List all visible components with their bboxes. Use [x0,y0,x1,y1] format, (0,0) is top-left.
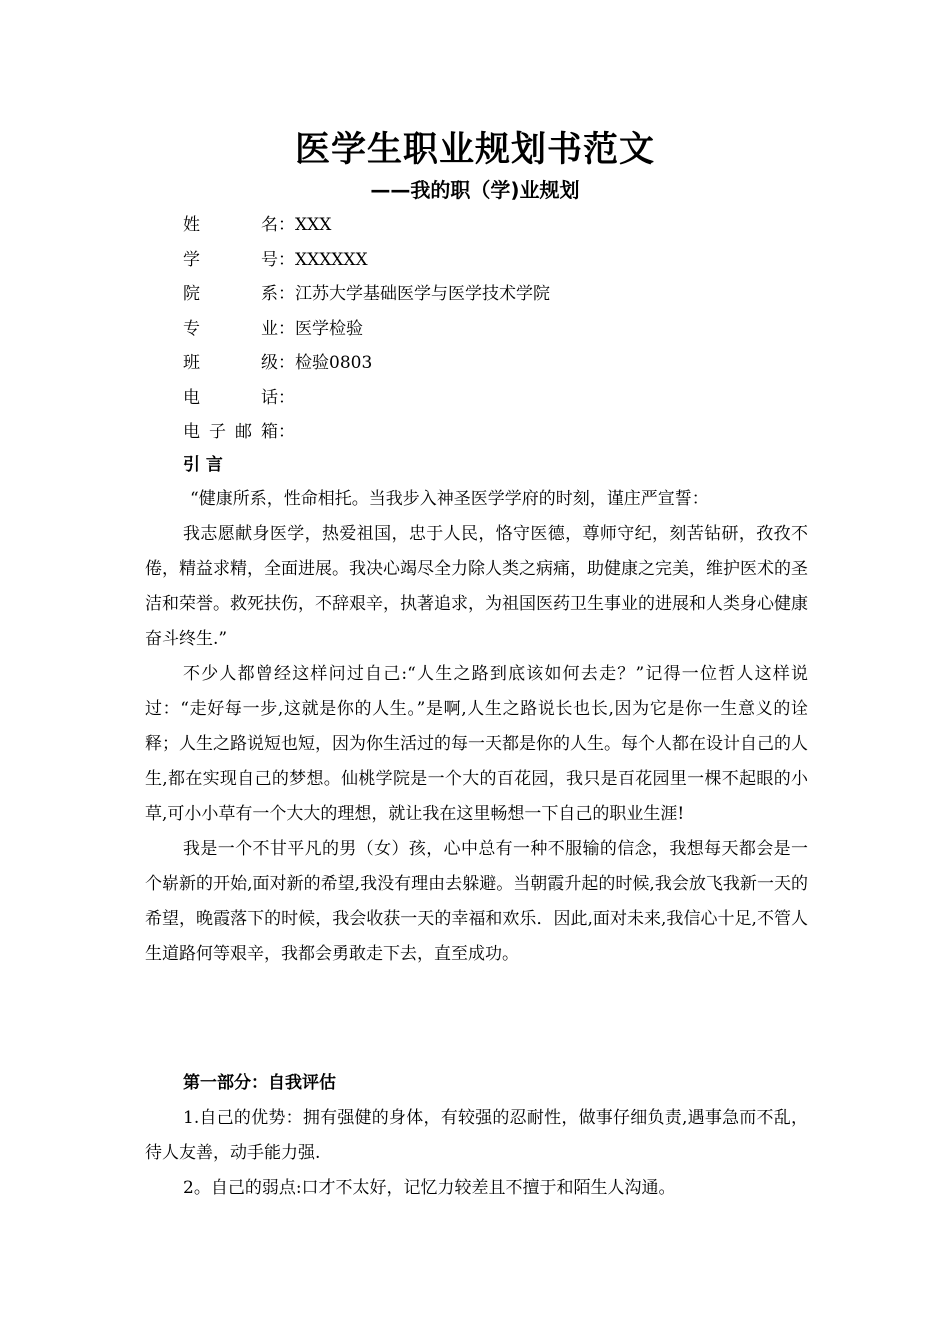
info-label: 专业 [183,318,278,339]
info-row-name: 姓名：XXX [183,208,550,243]
intro-paragraph: 我是一个不甘平凡的男（女）孩，心中总有一种不服输的信念，我想每天都会是一个崭新的开始,面对新的希望,我没有理由去躲避。当朝霞升起的时候,我会放飞我新一天的希望，晚霞落下的时候，我会收获一天的幸福和欢乐．因此,面对未来,我信心十足,不管人生道路何等艰辛，我都会勇敢走下去，直至成功。 [145,839,808,964]
document-title: 医学生职业规划书范文 [294,130,655,170]
info-value: XXX [295,215,332,235]
info-label: 姓名 [183,215,278,235]
info-label: 电话 [183,387,278,408]
intro-paragraph: 不少人都曾经这样问过自己:“人生之路到底该如何去走？”记得一位哲人这样说过：“走好每一步,这就是你的人生。”是啊,人生之路说长也长,因为它是你一生意义的诠释；人生之路说短也短，因为你生活过的每一天都是你的人生。每个人都在设计自己的人生,都在实现自己的梦想。仙桃学院是一个大的百花园，我只是百花园里一棵不起眼的小草,可小小草有一个大大的理想，就让我在这里畅想一下自己的职业生涯! [145,664,808,824]
intro-body [145,482,808,972]
info-value: 江苏大学基础医学与医学技术学院 [295,284,550,304]
intro-paragraph: “健康所系，性命相托。当我步入神圣医学学府的时刻，谨庄严宣誓： [190,489,709,509]
info-row-department: 院系：江苏大学基础医学与医学技术学院 [183,277,550,312]
intro-heading: 引 言 [183,455,223,475]
info-value: 检验0803 [295,353,373,373]
info-label: 班级 [183,353,278,373]
student-info [183,208,550,450]
info-row-email: 电子邮箱： [183,415,550,450]
part1-body [145,1101,808,1206]
info-label: 学号 [183,249,278,270]
info-row-student-id: 学号：XXXXXX [183,243,550,278]
intro-paragraph: 我志愿献身医学，热爱祖国，忠于人民，恪守医德，尊师守纪，刻苦钻研，孜孜不倦，精益求精，全面进展。我决心竭尽全力除人类之病痛，助健康之完美，维护医术的圣洁和荣誉。救死扶伤，不辞艰辛，执著追求，为祖国医药卫生事业的进展和人类身心健康奋斗终生.” [145,524,808,649]
info-value: 医学检验 [295,318,363,339]
info-row-major: 专业：医学检验 [183,312,550,347]
part1-paragraph: 2。自己的弱点:口才不太好，记忆力较差且不擅于和陌生人沟通。 [183,1178,676,1198]
info-value: XXXXXX [295,249,368,270]
info-row-phone: 电话： [183,381,550,416]
part1-paragraph: 1.自己的优势：拥有强健的身体，有较强的忍耐性，做事仔细负责,遇事急而不乱，待人友善，动手能力强. [145,1108,808,1163]
part1-heading: 第一部分：自我评估 [183,1073,336,1093]
document-subtitle: ——我的职（学)业规划 [370,178,580,202]
info-label: 电子邮箱 [183,422,278,442]
info-label: 院系 [183,284,278,304]
info-row-class: 班级：检验0803 [183,346,550,381]
